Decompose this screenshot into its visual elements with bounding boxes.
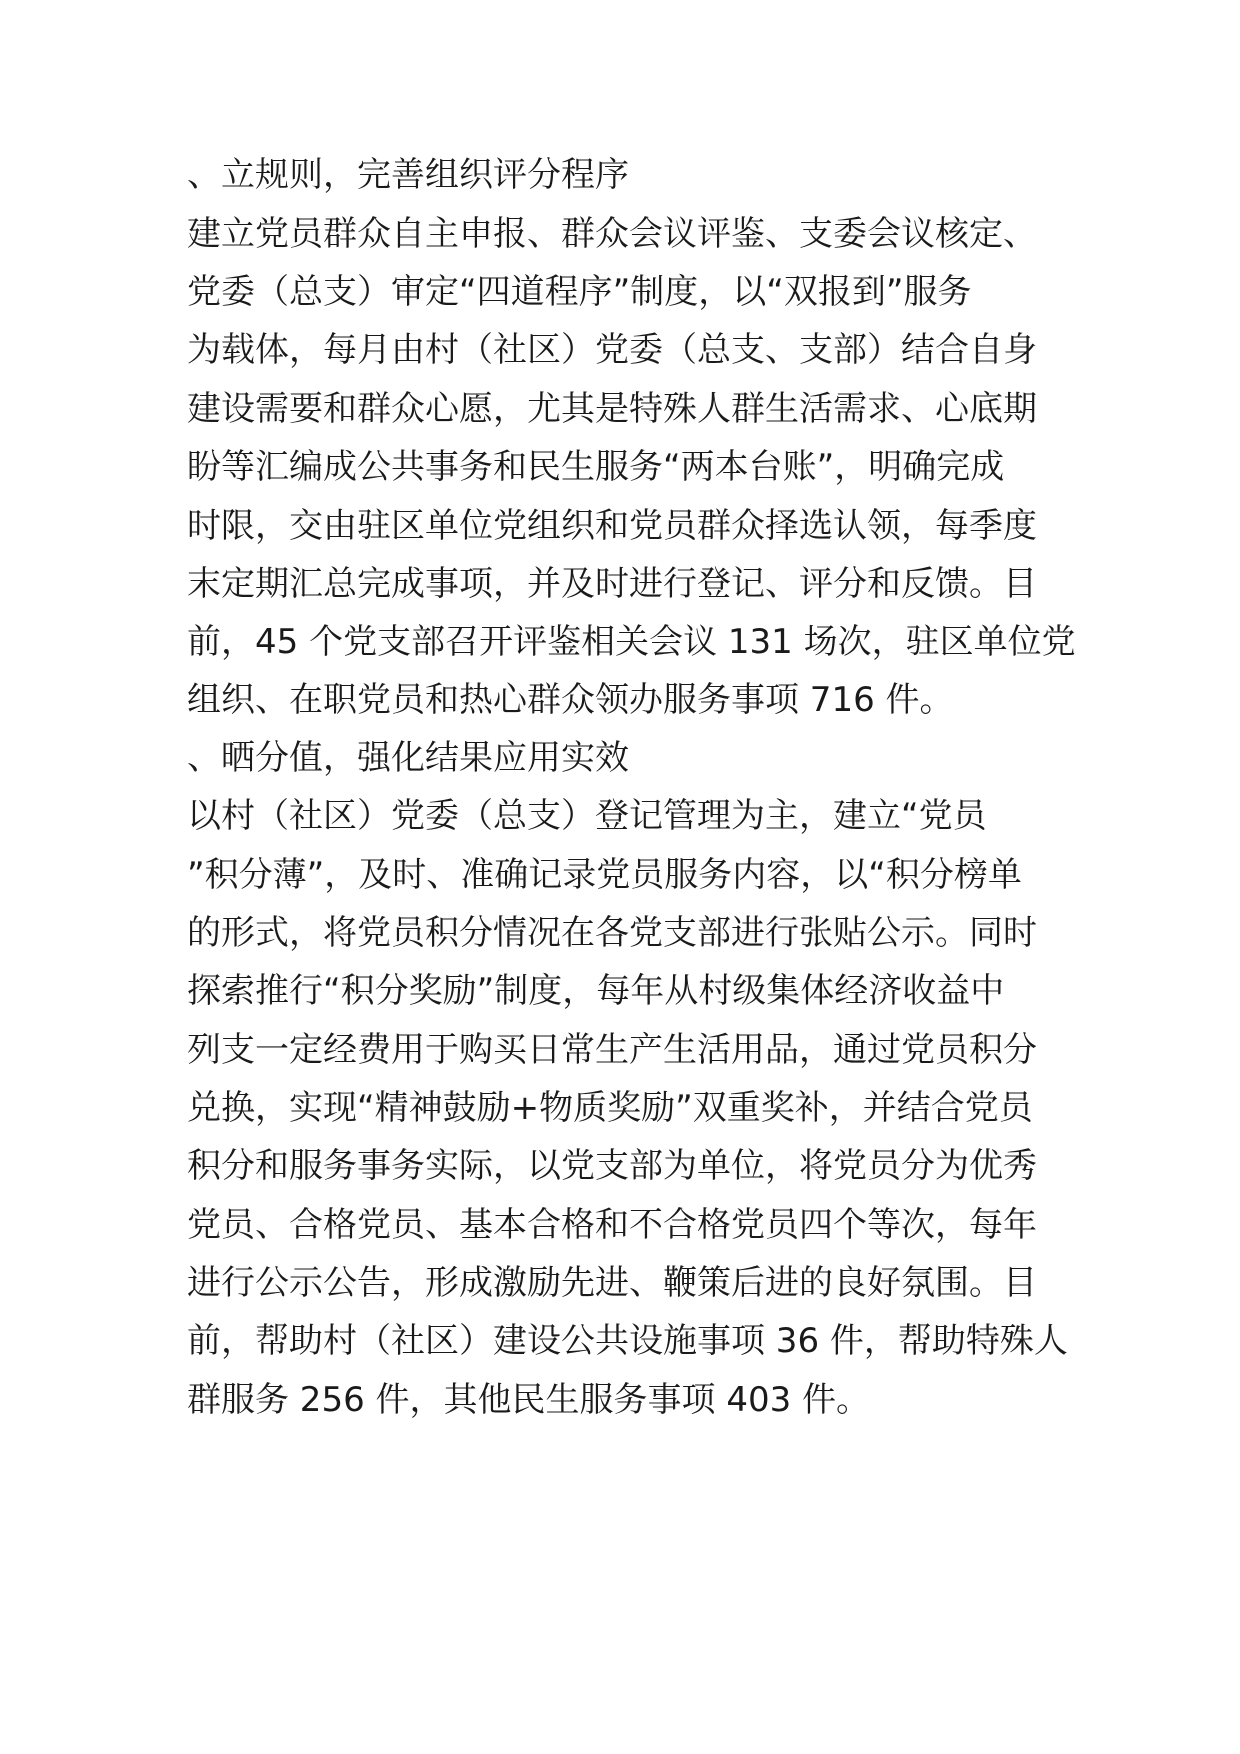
paragraph-line: 积分和服务事务实际，以党支部为单位，将党员分为优秀 bbox=[187, 1146, 1037, 1186]
paragraph-line: 党员、合格党员、基本合格和不合格党员四个等次，每年 bbox=[187, 1205, 1037, 1245]
paragraph-line: 兑换，实现“精神鼓励+物质奖励”双重奖补，并结合党员 bbox=[187, 1088, 1033, 1128]
paragraph-line: 前，45 个党支部召开评鉴相关会议 131 场次，驻区单位党 bbox=[187, 622, 1076, 662]
paragraph-line: 末定期汇总完成事项，并及时进行登记、评分和反馈。目 bbox=[187, 564, 1037, 604]
paragraph-line: 盼等汇编成公共事务和民生服务“两本台账”，明确完成 bbox=[187, 447, 1005, 487]
paragraph-line: 建设需要和群众心愿，尤其是特殊人群生活需求、心底期 bbox=[187, 389, 1037, 429]
paragraph-line: 党委（总支）审定“四道程序”制度，以“双报到”服务 bbox=[187, 272, 972, 312]
paragraph-line: 探索推行“积分奖励”制度，每年从村级集体经济收益中 bbox=[187, 971, 1005, 1011]
section-heading-2: 、晒分值，强化结果应用实效 bbox=[187, 738, 629, 778]
paragraph-line: 时限，交由驻区单位党组织和党员群众择选认领，每季度 bbox=[187, 506, 1037, 546]
paragraph-line: 的形式，将党员积分情况在各党支部进行张贴公示。同时 bbox=[187, 913, 1037, 953]
section-heading-1: 、立规则，完善组织评分程序 bbox=[187, 155, 629, 195]
paragraph-line: 列支一定经费用于购买日常生产生活用品，通过党员积分 bbox=[187, 1030, 1037, 1070]
paragraph-line: ”积分薄”，及时、准确记录党员服务内容，以“积分榜单 bbox=[187, 855, 1022, 895]
paragraph-line: 前，帮助村（社区）建设公共设施事项 36 件，帮助特殊人 bbox=[187, 1321, 1068, 1361]
paragraph-line: 建立党员群众自主申报、群众会议评鉴、支委会议核定、 bbox=[187, 214, 1037, 254]
paragraph-line: 进行公示公告，形成激励先进、鞭策后进的良好氛围。目 bbox=[187, 1263, 1037, 1303]
paragraph-line: 以村（社区）党委（总支）登记管理为主，建立“党员 bbox=[187, 796, 987, 836]
paragraph-line: 群服务 256 件，其他民生服务事项 403 件。 bbox=[187, 1380, 871, 1420]
paragraph-line: 为载体，每月由村（社区）党委（总支、支部）结合自身 bbox=[187, 330, 1037, 370]
paragraph-line: 组织、在职党员和热心群众领办服务事项 716 件。 bbox=[187, 680, 954, 720]
